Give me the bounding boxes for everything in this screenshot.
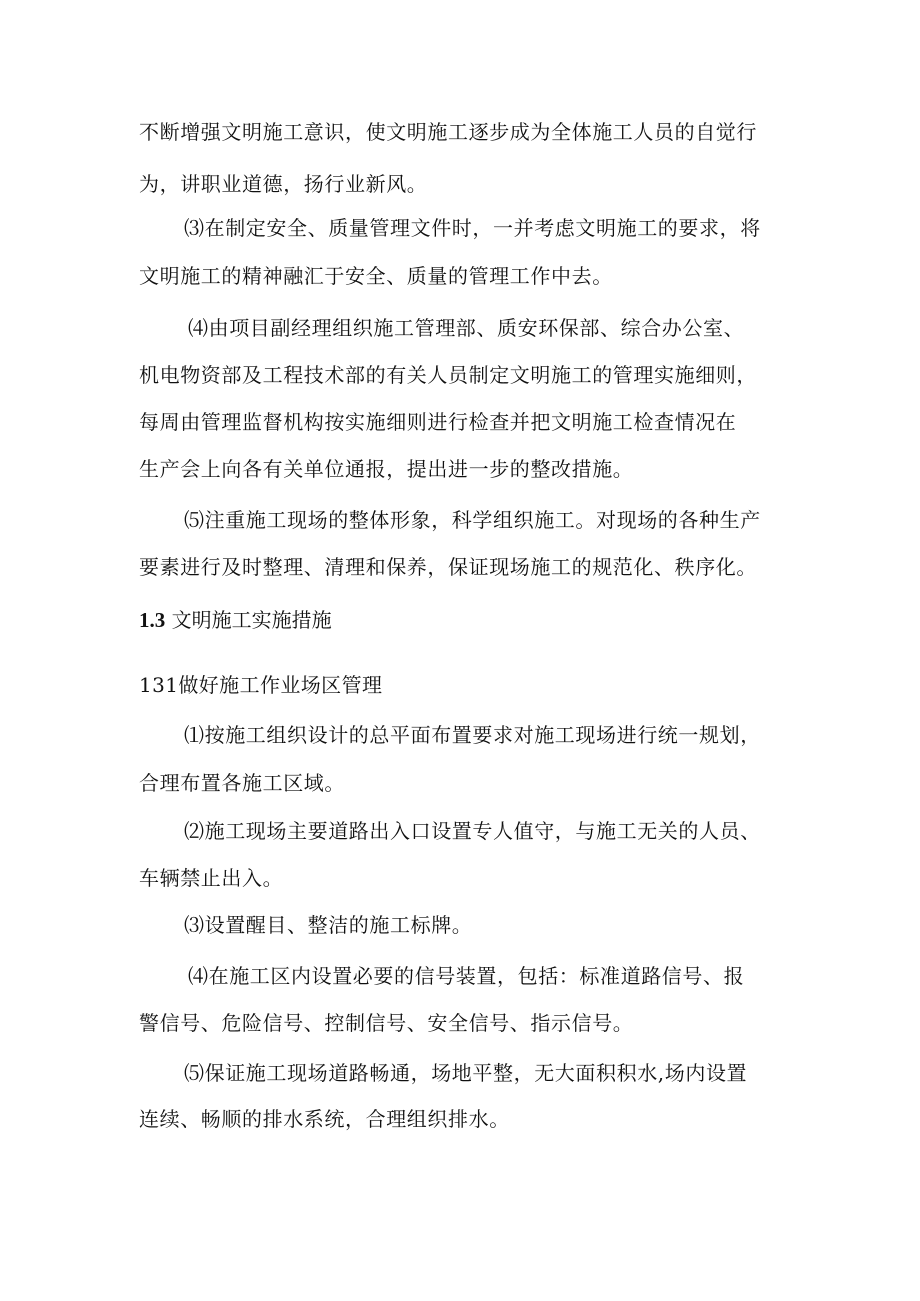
paragraph-line: 要素进行及时整理、清理和保养，保证现场施工的规范化、秩序化。 bbox=[139, 555, 757, 579]
paragraph-line: 警信号、危险信号、控制信号、安全信号、指示信号。 bbox=[139, 1011, 634, 1035]
paragraph-line: 机电物资部及工程技术部的有关人员制定文明施工的管理实施细则， bbox=[139, 363, 757, 387]
paragraph-line: ⑴按施工组织设计的总平面布置要求对施工现场进行统一规划， bbox=[184, 723, 761, 747]
paragraph-line: 连续、畅顺的排水系统，合理组织排水。 bbox=[139, 1107, 510, 1131]
paragraph-line: ⑵施工现场主要道路出入口设置专人值守，与施工无关的人员、 bbox=[184, 819, 761, 843]
paragraph-line: 合理布置各施工区域。 bbox=[139, 771, 345, 795]
paragraph-line: 不断增强文明施工意识，使文明施工逐步成为全体施工人员的自觉行 bbox=[139, 120, 757, 144]
paragraph-line: ⑷在施工区内设置必要的信号装置，包括：标准道路信号、报 bbox=[188, 964, 745, 988]
paragraph-line: ⑷由项目副经理组织施工管理部、质安环保部、综合办公室、 bbox=[188, 316, 745, 340]
paragraph-line: ⑸注重施工现场的整体形象，科学组织施工。对现场的各种生产 bbox=[184, 508, 761, 532]
section-heading bbox=[139, 606, 332, 634]
paragraph-line: 文明施工的精神融汇于安全、质量的管理工作中去。 bbox=[139, 264, 613, 288]
paragraph-line: 生产会上向各有关单位通报，提出进一步的整改措施。 bbox=[139, 457, 634, 481]
paragraph-line: ⑸保证施工现场道路畅通，场地平整，无大面积积水,场内设置 bbox=[184, 1061, 748, 1085]
section-number: 1.3 bbox=[139, 608, 166, 632]
paragraph-line: 为，讲职业道德，扬行业新风。 bbox=[139, 172, 428, 196]
subsection-heading: 131做好施工作业场区管理 bbox=[139, 673, 383, 697]
section-title: 文明施工实施措施 bbox=[171, 608, 332, 632]
paragraph-line: 车辆禁止出入。 bbox=[139, 866, 284, 890]
paragraph-line: ⑶设置醒目、整洁的施工标牌。 bbox=[184, 913, 473, 937]
paragraph-line: 每周由管理监督机构按实施细则进行检查并把文明施工检查情况在 bbox=[139, 410, 737, 434]
paragraph-line: ⑶在制定安全、质量管理文件时，一并考虑文明施工的要求，将 bbox=[184, 216, 761, 240]
